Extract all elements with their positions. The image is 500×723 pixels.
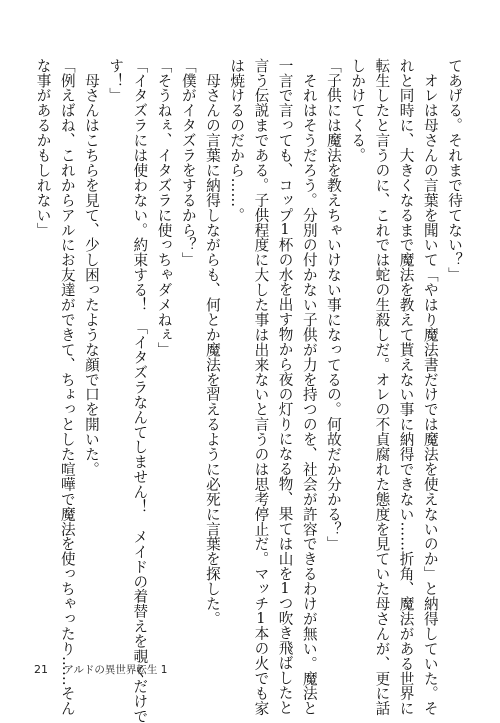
text-line: は焼けるのだから……。 [228,58,246,223]
text-line: な事があるかもしれない」 [34,58,52,238]
text-line: 「僕がイタズラをするから？」 [179,58,197,268]
text-line: す！」 [107,58,125,103]
text-line: 「例えばね、これからアルにお友達ができて、ちょっとした喧嘩で魔法を使っちゃったり……そん [58,58,76,716]
text-line: 「子供には魔法を教えちゃいけない事になってるの。何故だか分かる？」 [324,58,342,552]
text-line: 「そうねぇ、イタズラに使っちゃダメねぇ」 [155,58,173,357]
text-line: 転生したと言うのに、これでは蛇の生殺しだ。オレの不貞腐れた態度を見ていた母さんが、更に話 [373,58,391,716]
text-line: しかけてくる。 [349,58,367,163]
page-number: 21 [34,663,48,676]
text-line: れと同時に、大きくなるまで魔法を教えて貰えない事に納得できない……折角、魔法がある世界に [397,58,415,716]
text-line: 言う伝説まである。子供程度に大した事は出来ないと言うのは思考停止だ。マッチ1本の火でも家 [252,58,270,716]
page-footer [34,662,167,677]
text-line: それはそうだろう。分別の付かない子供が力を持つのを、社会が許容できるわけが無い。魔法と [300,58,318,716]
text-line: 母さんの言葉に納得しながらも、何とか魔法を習えるように必死に言葉を探した。 [203,58,221,627]
text-line: てあげる。それまで待てない？」 [446,58,463,283]
text-line: 一言で言っても、コップ1杯の水を出す物から夜の灯りになる物、果ては山を1つ吹き飛ばしたと [276,58,294,716]
text-line: オレは母さんの言葉を聞いて「やはり魔法書だけでは魔法を使えないのか」と納得していた。そ [421,58,439,716]
text-line: 「イタズラには使わない。約束する！ 「イタズラなんてしません！ メイドの着替えを覗くだけで [131,58,149,723]
running-title: アルドの異世界転生 1 [63,664,168,676]
text-line: 母さんはこちらを見て、少し困ったような顔で口を開いた。 [82,58,100,477]
